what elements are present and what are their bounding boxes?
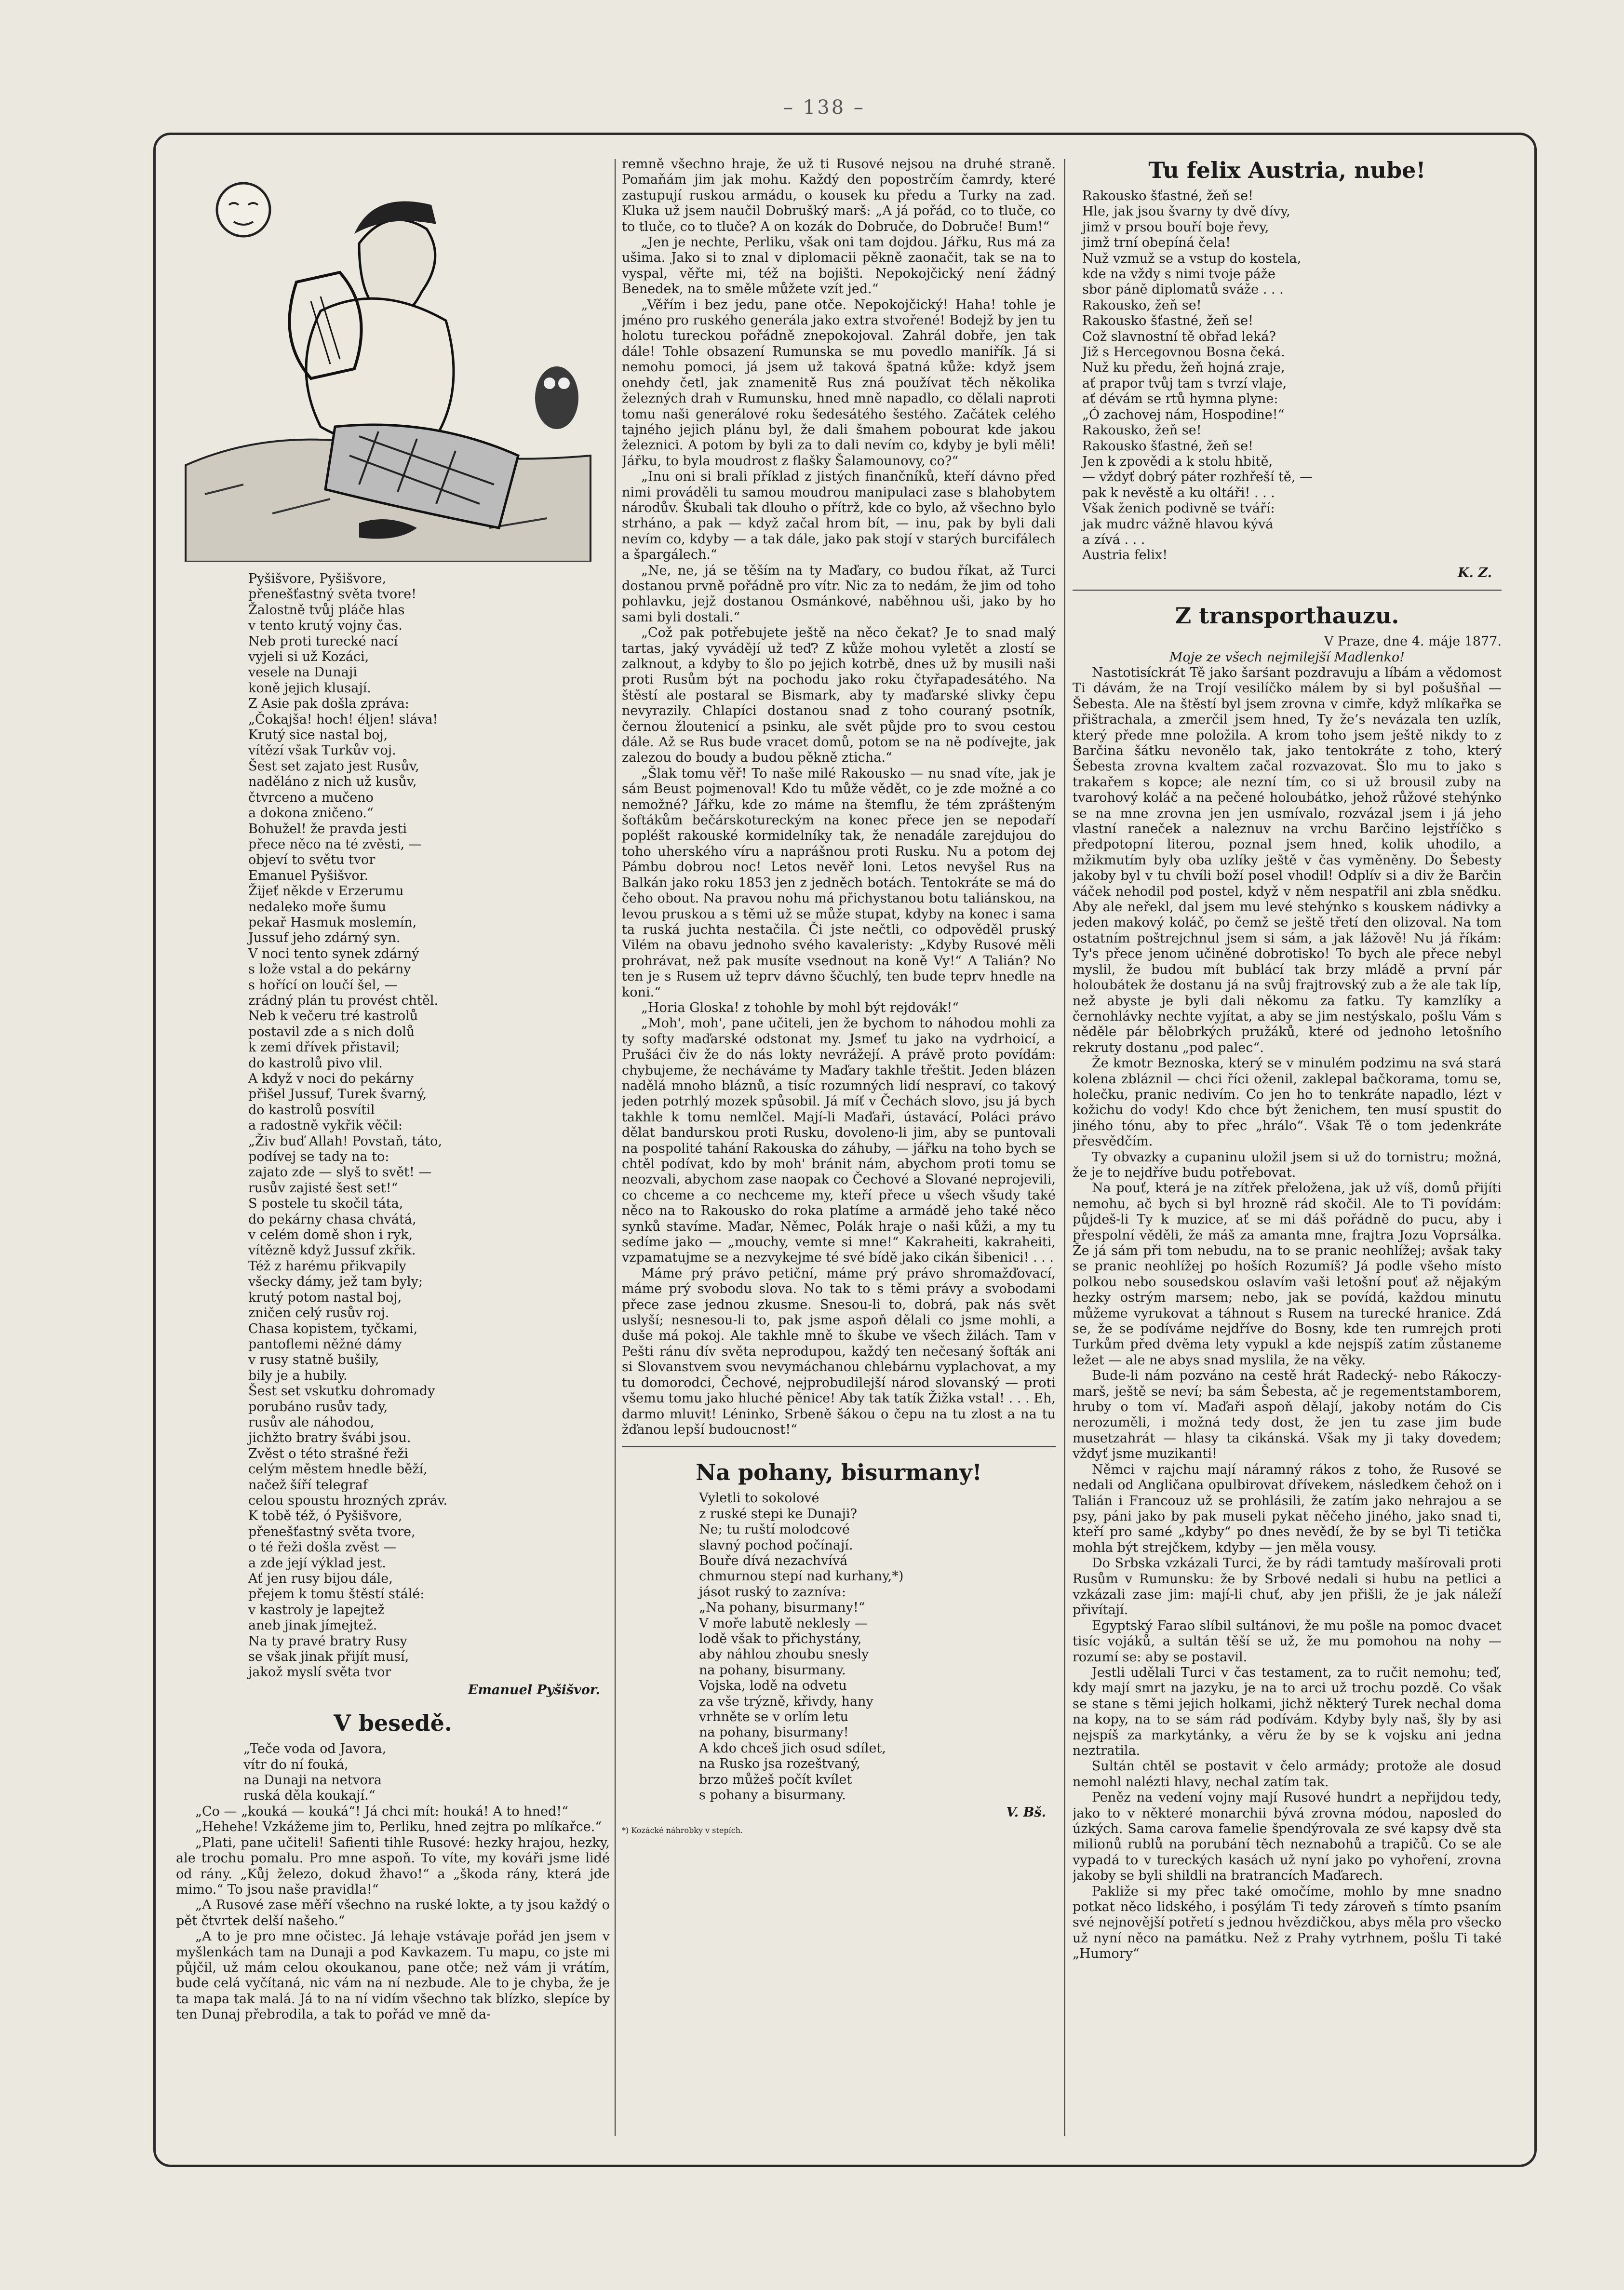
- letter-paragraph: Sultán chtěl se postavit v čelo armády; protože ale dosud nemohl nalézti hlavy, nechal zatím tak.: [1073, 1759, 1502, 1790]
- column-separator: [1064, 159, 1065, 2136]
- letter-paragraph: Že kmotr Beznoska, který se v minulém podzimu na svá stará kolena zbláznil — chci říci oženil, zaklepal bačkorama, tomu se, holečku, pranic nedivím. Co jen ho to tenkráte napadlo, lézt v kožichu do vody! Kdo chce být ženichem, ten musí spustit do jiného tónu, aby to přec „hrálo“. Však Tě o tom jedenkráte přesvědčím.: [1073, 1056, 1502, 1149]
- column-3: [1073, 157, 1502, 2141]
- letter-paragraph: Do Srbska vzkázali Turci, že by rádi tamtudy mašírovali proti Rusům v Rumunsku: že by Srbové nedali si hubu na petlici a vzkázali zase jim: mají-li chuť, aby jen přišli, že je jak náleží přivítají.: [1073, 1556, 1502, 1618]
- column-separator: [615, 159, 616, 2136]
- heading-na-pohany: Na pohany, bisurmany!: [696, 1459, 982, 1486]
- poem-pysisvor: Pyšišvore, Pyšišvore, přenešťastný světa tvore! Žalostně tvůj pláče hlas v tento krutý vojny čas. Neb proti turecké nací vyjeli si už Kozáci, vesele na Dunaji koně jejich klusají. Z Asie pak došla zpráva: „Čokajša! hoch! éljen! sláva! Krutý sice nastal boj, vítězí však Turkův voj. Šest set zajato jest Rusův, naděláno z nich už kusův, čtvrceno a mučeno a dokona zničeno.“ Bohužel! že pravda jesti přece něco na té zvěsti, — objeví to světu tvor Emanuel Pyšišvor. Žijeť někde v Erzerumu nedaleko moře šumu pekař Hasmuk moslemín, Jussuf jeho zdárný syn. V noci tento synek zdárný s lože vstal a do pekárny s hořící on loučí šel, — zrádný plán tu provést chtěl. Neb k večeru tré kastrolů postavil zde a s nich dolů k zemi dřívek přistavil; do kastrolů pivo vlil. A když v noci do pekárny přišel Jussuf, Turek švarný, do kastrolů posvítil a radostně vykřik věčil: „Živ buď Allah! Povstaň, táto, podívej se tady na to: zajato zde — slyš to svět! — rusův zajisté šest set!“ S postele tu skočil táta, do pekárny chasa chvátá, v celém domě shon i ryk, vítězně když Jussuf zkřik. Též z harému přikvapily všecky dámy, jež tam byly; krutý potom nastal boj, zničen celý rusův roj. Chasa kopistem, tyčkami, pantoflemi něžné dámy v rusy statně bušily, bily je a hubily. Šest set vskutku dohromady porubáno rusův tady, rusův ale náhodou, jichžto bratry švábi jsou. Zvěst o této strašné řeži celým městem hnedle běží, načež šíří telegraf celou spoustu hrozných zpráv. K tobě též, ó Pyšišvore, přenešťastný světa tvore, o té řeži došla zvěst — a zde její výklad jest. Ať jen rusy bijou dále, přejem k tomu štěstí stálé: v kastroly je lapejtež aneb jinak jímejtež. Na ty pravé bratry Rusy se však jinak přijít musí, jakož myslí světa tvor: [248, 571, 448, 1680]
- heading-tu-felix-austria: Tu felix Austria, nube!: [1148, 157, 1426, 183]
- letter-paragraph: Egyptský Farao slíbil sultánovi, že mu pošle na pomoc dvacet tisíc vojáků, a sultán těší se už, že mu pomohou na nohy — rozumí se: aby se postavil.: [1073, 1618, 1502, 1665]
- section-divider: [1073, 590, 1502, 591]
- letter-greeting: Moje ze všech nejmilejší Madlenko!: [1169, 649, 1405, 665]
- poem-na-pohany: Vyletli to sokolové z ruské stepi ke Dunaji? Ne; tu ruští molodcové slavný pochod počínají. Bouře dívá nezachvívá chmurnou stepí nad kurhany,*) jásot ruský to zazníva: „Na pohany, bisurmany!“ V moře labutě neklesly — lodě však to přichystány, aby náhlou zhoubu snesly na pohany, bisurmany. Vojska, lodě na odvetu za vše trýzně, křivdy, hany vrhněte se v orlím letu na pohany, bisurmany! A kdo chceš jich osud sdílet, na Rusko jsa rozeštvaný, brzo můžeš počít kvílet s pohany a bisurmany.: [699, 1491, 904, 1803]
- dialogue-paragraph: „Ne, ne, já se těším na ty Maďary, co budou říkat, až Turci dostanou prvně pořádně pro vítr. Nic za to nedám, že jim od toho pohlavku, jejž dostanou Osmánkové, naběhnou uši, jako by ho sami byli dostali.“: [622, 563, 1056, 625]
- letter-body: [1073, 665, 1502, 1962]
- besede-dialogue-continued: [622, 157, 1056, 1438]
- letter-paragraph: Peněz na vedení vojny mají Rusové hundrt a nepřijdou tedy, jako to v některé monarchii bývá zrovna módou, naposled do úzkých. Sama carova famelie špendýrovala ze své kapsy dvě sta milionů rublů na porubání těch neznabohů a trapičů. Co se ale vypadá to v tureckých kasách už nyní jako po vyhoření, zrovna jakoby se byli shildli na bratrancích Maďarech.: [1073, 1790, 1502, 1884]
- letter-paragraph: Pakliže si my přec také omočíme, mohlo by mne snadno potkat něco lidského, i posýlám Ti tedy zároveň s tímto psaním své nejnovější potřetí s jednou hvězdičkou, abys měla pro všecko už nyní něco na památku. Než z Prahy vytrhnem, pošlu Ti také „Humory“: [1073, 1884, 1502, 1962]
- besede-verse: „Teče voda od Javora, vítr do ní fouká, na Dunaji na netvora ruská děla koukají.“: [243, 1741, 387, 1804]
- dialogue-paragraph: „Šlak tomu věř! To naše milé Rakousko — nu snad víte, jak je sám Beust pojmenoval! Kdo tu může vědět, co je zde možné a co nemožné? Jářku, kde zo máme na štemflu, že tém zprášteným šoftákům bečárskotureckým na konec přece jen se nepodaří popléšt rakouské kormidelníky tak, že nenadále zarejdujou do toho uherského víru a naprášnou proti Rusku. Nu a potom dej Pámbu dobrou noc! Letos nevěř loni. Letos nevyšel Rus na Balkán jako roku 1853 jen z jedněch botách. Tentokráte se má do čeho obout. Na pravou nohu má přichystanou botu taliánskou, na levou pruskou a s těmi už se může stupat, kdyby na konec i sama ta ruská juchta nestačila. Či jste nečtli, co odpověděl pruský Vilém na obavu jednoho svého kavaleristy: „Kdyby Rusové měli prohrávat, než pak musíte vsednout na koně Vy!“ A Talián? No ten je s Rusem už teprv dávno ščuchlý, ten bude teprv hnedle na koni.“: [622, 766, 1056, 1000]
- dialogue-paragraph: „Horia Gloska! z tohohle by mohl být rejdovák!“: [641, 1000, 959, 1015]
- page-number-header: – 138 –: [783, 96, 865, 119]
- dialogue-paragraph: „Hehehe! Vzkážeme jim to, Perliku, hned zejtra po mlíkařce.“: [195, 1819, 602, 1835]
- letter-paragraph: Ty obvazky a cupaninu uložil jsem si už do tornistru; možná, že je to nejdříve budu potřebovat.: [1073, 1149, 1502, 1180]
- dialogue-paragraph: Máme prý právo petiční, máme prý právo shromažďovací, máme prý svobodu slova. No tak to s těmi právy a svobodami přece zase jednou zkusme. Snesou-li to, dobrá, pak nás svět uslyší; nesnesou-li to, pak jsme aspoň dělali co jsme mohli, a duše má pokoj. Ale takhle mně to škube ve všech žilách. Tam v Pešti ránu dív světa neprodupou, každý ten nečesaný šofták ani si Slovanstvem svou nevymáchanou chlebárnu vyplachovat, a my tu domorodci, Čechové, nejprobudilejší národ slovanský — proti všemu tomu jako hluché pěnice! Aby tak tatík Žižka vstal! . . . Eh, darmo mluvit! Léninko, Srbeně šákou o čepu na tu zlost a na tu žďanou lepší budoucnost!“: [622, 1266, 1056, 1437]
- footnote: *) Kozácké náhrobky v stepích.: [622, 1825, 743, 1835]
- poem-signature: Emanuel Pyšišvor.: [468, 1682, 600, 1697]
- letter-dateline: V Praze, dne 4. máje 1877.: [1324, 634, 1502, 649]
- letter-paragraph: Bude-li nám pozváno na cestě hrát Radecký- nebo Rákoczy-marš, ještě se neví; ba sám Šebesta, ač je regementstamborem, hruby o tom ví. Maďaři aspoň dělají, jakoby notám do Cis nerozuměli, i možná tedy dost, že jen tu zase jim bude musetzahrát — hlasy ta cikánská. Však my ji taky dovedem; vždyť jsme muzikanti!: [1073, 1368, 1502, 1462]
- dialogue-paragraph: „A Rusové zase měří všechno na ruské lokte, a ty jsou každý o pět čtvrtek delší našeho.“: [176, 1898, 610, 1928]
- letter-paragraph: Jestli udělali Turci v čas testament, za to ručit nemohu; teď, kdy mají smrt na jazyku, je na to arci už trochu pozdě. Co však se stane s těmi jejich holkami, jichž některý Turek nechal doma na kopy, na to se sám rád podívám. Kdyby byly naš, šly by asi nejspíš za markytánky, a věru že by se k vojsku ani jedna neztratila.: [1073, 1665, 1502, 1758]
- column-2: [622, 157, 1056, 2141]
- besede-dialogue: [176, 1804, 610, 2023]
- letter-paragraph: Němci v rajchu mají náramný rákos z toho, že Rusové se nedali od Angličana opulbirovat dřívekem, následkem čehož on i Talián i Francouz už se prohlásili, že zatím jako nehrajou a se psy, páni jako by pak museli pykat něčeho jiného, jako snad ti, kteří pro samé „kdyby“ po dnes nevědí, že by se byl Ti tetička mohla být strejčkem, kdyby — jen měla vousy.: [1073, 1462, 1502, 1555]
- poem-signature: V. Bš.: [1006, 1805, 1046, 1820]
- dialogue-paragraph: „Co — „kouká — kouká“! Já chci mít: houká! A to hned!“: [195, 1804, 568, 1819]
- dialogue-paragraph: „Plati, pane učiteli! Safienti tihle Rusové: hezky hrajou, hezky, ale trochu pomalu. Pro mne aspoň. To víte, my kováři jsme lidé od rány. „Kůj železo, dokud žhavo!“ a „škoda rány, která jde mimo.“ To jsou naše pravidla!“: [176, 1835, 610, 1897]
- dialogue-paragraph: „Inu oni si brali příklad z jistých finančníků, kteří dávno před nimi prováděli tu samou moudrou manipulaci zase s blahobytem národův. Škubali tak dlouho o přítrž, kde co bylo, až všechno bylo strháno, a pak — když začal hrom bít, — inu, pak by byli dali nevím co, kdyby — a tak dále, jako pak stojí v starých burcifálech a špargálech.“: [622, 469, 1056, 563]
- dialogue-paragraph: „Což pak potřebujete ještě na něco čekat? Je to snad malý tartas, jaký vyvádějí už teď? Z kůže mohou vyletět a zlostí se zalknout, a kdyby to šlo po jejich kotrbě, dnes už by musili naši proti Rusům být na pochodu jako roku čtyřapadesátého. Na štěstí ale postaral se Bismark, aby ty maďarské slivky čepu nevyrazily. Chlapíci dostanou snad z toho couraný psotník, černou žloutenicí a psinku, ale svět půjde pro to svou cestou dále. Až se Rus bude vracet domů, potom se na ně podívejte, jak zalezou do boudy a budou pěkně zticha.“: [622, 625, 1056, 766]
- letter-paragraph: Na pouť, která je na zítřek přeložena, jak už víš, domů přijíti nemohu, ač bych si byl hrozně rád skočil. Ale to Ti povídám: půjdeš-li Ty k muzice, ať se mi dáš pořádně do pucu, aby i přespolní věděli, že máš za amanta mne, frajtra Jozu Voprsálka. Že já sám při tom nebudu, na to se pranic neohlížej; avšak taky se pranic neohlížej po hoších Rozumíš? Já podle všeho místo polkou nebo sousedskou oslavím vaši letošní pouť až nějakým hezky ostrým marsem; nebo, jak se povídá, každou minutu můžeme vyrukovat a táhnout s Rusem na turecké hranice. Zdá se, že se podíváme nejdříve do Bosny, kde ten rumrejch proti Turkům před dvěma lety vypukl a kde nejspíš zatím zůstaneme ležet — ale ne abys snad myslila, že na věky.: [1073, 1181, 1502, 1368]
- letter-paragraph: Nastotisíckrát Tě jako šarśant pozdravuju a líbám a vědomost Ti dávám, že na Trojí vesilíčko málem by si byl pošušňal — Šebesta. Ale na štěstí byl jsem zrovna v cimře, když mlíkařka se přištrachala, a zmerčil jsem hned, Ty že’s nevázala ten uzlík, který přede mne položila. A krom toho jsem ještě nikdy to z Barčina šátku nevonělo tak, jako tentokráte z toho, který Šebesta zrovna kvaltem začal rozvazovat. Šlo mu to jako s trakařem s kopce; ale nezní tím, co si už brousil zuby na tvarohový koláč a na pečené holoubátko, jehož růžové stehýnko se na mne zrovna jen jen usmívalo, rozvázal jsem i já jeho vlastní raneček a naleznuv na vrchu Barčino lejstříčko s předpotopní literou, poznal jsem hned, kolik uhodilo, a mžikmutím byly oba uzlíky ještě v čas vyměněny. Do Šebesty jakoby byl v tu chvíli boží posel vhodil! Odplív si a div že Barčin váček nehodil pod postel, když v něm nespatřil ani zbla snědku. Aby ale neřekl, dal jsem mu levé stehýnko s kouskem nádivky a jeden makový koláč, po čemž se ještě třetí den olizoval. Na tom ostatním poštrejchnul jsem si sám, a jak lážově! Nu já říkám: Ty's přece jenom učiněné dobrotisko! To bych ale přece nebyl myslil, že budou mít bublácí tak brzy mládě a první pár holoubátek že dostanu já na svůj frajtrovský zub a že ale tak líp, než abyste je byli dali někomu za fatku. Ty kamzlíky a černohlávky nechte vyjítat, a aby se jim nestýskalo, pošlu Vám s něděle pár bělobrkých pružáků, které od jednoho letošního rekruty dostanu „pod palec“.: [1073, 665, 1502, 1055]
- poem-signature: K. Z.: [1458, 565, 1492, 580]
- dialogue-paragraph: „Jen je nechte, Perliku, však oni tam dojdou. Jářku, Rus má za ušima. Jako si to znal v diplomacii pěkně zaonačit, tak se na to vyspal, věřte mi, též na bojišti. Nepokojčický není žádný Benedek, na to směle můžete vzít jed.“: [622, 235, 1056, 297]
- poem-tu-felix-austria: Rakousko šťastné, žeň se! Hle, jak jsou švarny ty dvě dívy, jimž v prsou bouří boje řevy, jimž trní obepíná čela! Nuž vzmuž se a vstup do kostela, kde na vždy s nimi tvoje páže sbor páně diplomatů sváže . . . Rakousko, žeň se! Rakousko šťastné, žeň se! Což slavnostní tě obřad leká? Již s Hercegovnou Bosna čeká. Nuž ku předu, žeň hojná zraje, ať prapor tvůj tam s tvrzí vlaje, ať dévám se rtů hymna plyne: „Ó zachovej nám, Hospodine!“ Rakousko, žeň se! Rakousko šťastné, žeň se! Jen k zpovědi a k stolu hbitě, — vždyť dobrý páter rozhřeší tě, — pak k nevěstě a ku oltáři! . . . Však ženich podivně se tváří: jak mudrc vážně hlavou kývá a zívá . . . Austria felix!: [1082, 189, 1313, 563]
- dialogue-paragraph: „Moh', moh', pane učiteli, jen že bychom to náhodou mohli za ty softy maďarské odstonat my. Jsmeť tu jako na vydrhoicí, a Prušáci čiv že do nás lokty nevrážejí. A právě proto povídám: chybujeme, že necháváme ty Maďary takhle třeštit. Jeden blázen nadělá mnoho bláznů, a tisíc rozumných lidí nespraví, co takový jeden potrhlý mozek spůsobil. Já míť v Čechách slovo, jsu já bych takhle k tomu nemlčel. Mají-li Maďaři, ústavácí, Poláci právo dělat bandurskou proti Rusku, dovoleno-li jim, aby se puntovali na pospolité tahání Rakouska do záhuby, — jářku na toho bych se chtěl podívat, kdo by moh' bránit nám, abychom proti tomu se neozvali, abychom zase naopak co Čechové a Slované neprojevili, co chceme a co nechceme my, kteří přece u všech všudy také něco na to Rakousko do roka platíme a armádě jeho také něco synků stavíme. Maďar, Němec, Polák hraje o naši kůži, a my tu sedíme jako — „mouchy, vemte si mne!“ Kakraheiti, kakraheiti, vzpamatujme se a nezvykejme té své bídě jako cikán šibenici! . . .: [622, 1016, 1056, 1266]
- column-1: [176, 157, 610, 2141]
- heading-v-besede: V besedě.: [334, 1710, 452, 1737]
- dialogue-paragraph: „A to je pro mne očistec. Já lehaje vstávaje pořád jen jsem v myšlenkách tam na Dunaji a pod Kavkazem. Tu mapu, co jste mi půjčil, už mám celou okoukanou, pane otče; než vám ji vrátím, bude celá vyčítaná, nic vám na ní nezbude. Ale to je chyba, že je ta mapa tak malá. Já to na ní vidím všechno tak blízko, slepíce by ten Dunaj přebrodila, a tak to pořád ve mně da-: [176, 1929, 610, 2022]
- cartoon-illustration: [176, 157, 610, 562]
- dialogue-paragraph: remně všechno hraje, že už ti Rusové nejsou na druhé straně. Pomaňám jim jak mohu. Každý den popostrčím čamrdy, které zastupují ruskou armádu, o kousek ku předu a Turky na zad. Kluka už jsem naučil Dobrušký marš: „A já pořád, co to tluče, co to tluče, co to tluče? A on kozák do Dobruče, do Dobruče! Bum!“: [622, 157, 1056, 234]
- section-divider: [622, 1446, 1056, 1447]
- heading-z-transporthauzu: Z transporthauzu.: [1175, 603, 1399, 629]
- dialogue-paragraph: „Věřím i bez jedu, pane otče. Nepokojčický! Haha! tohle je jméno pro ruského generála jako extra stvořené! Bodejž by jen tu holotu tureckou pořádně znepokojoval. Zahrál dobře, jen tak dále! Tohle obsazení Rumunska se mu povedlo maniřík. Já si nemohu pomoci, já jsem už taková špatná kůže: když jsem onehdy četl, jak znamenitě Rus zná používat těch několika železných drah v Rumunsku, hned mně napadlo, co dělali naproti tomu naši generálové roku šedesátého šestého. Začátek celého tajného jejich plánu byl, že dali šmahem pobourat kde jakou železnici. A potom by byli za to dali nevím co, kdyby je byli měli! Jářku, to byla moudrost z flašky Šalamounovy, co?“: [622, 297, 1056, 469]
